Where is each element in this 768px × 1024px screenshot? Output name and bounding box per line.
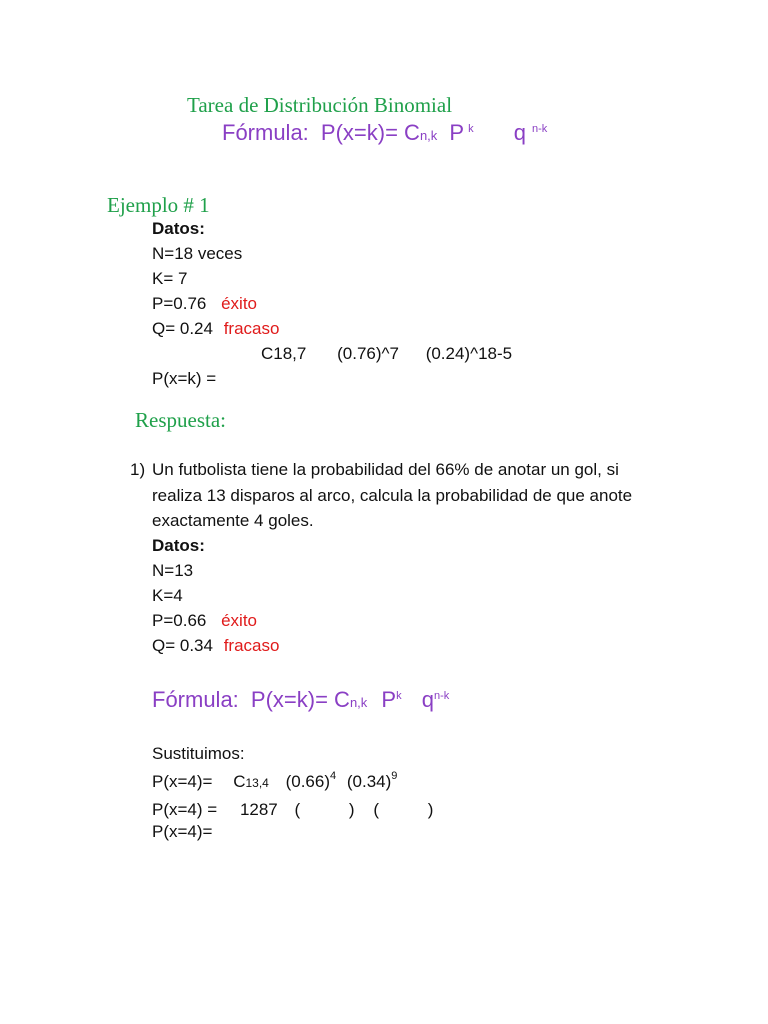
formula-p: P: [449, 120, 465, 145]
substitution-power-p-exp: 4: [330, 770, 337, 782]
formula-p-exponent: k: [468, 123, 474, 135]
formula2-q-exponent: n-k: [433, 690, 450, 702]
problem-number: 1): [130, 460, 146, 479]
problem-datos-label: Datos:: [152, 536, 205, 555]
problem-p-row: [152, 611, 257, 631]
example-p-note: éxito: [221, 294, 258, 313]
problem-q-note: fracaso: [223, 636, 280, 655]
substitution-paren2-open: (: [373, 800, 379, 819]
substitution-power-q: (0.34): [346, 772, 392, 791]
substitution-paren1-open: (: [294, 800, 301, 819]
example-p-row: [152, 294, 257, 314]
substitution-paren1-close: ): [348, 800, 355, 819]
header-formula: [222, 120, 547, 146]
example-heading: Ejemplo # 1: [107, 193, 210, 217]
problem-p-note: éxito: [221, 611, 258, 630]
example-datos-label: Datos:: [152, 219, 205, 238]
example-p-line: P=0.76: [152, 294, 207, 313]
formula-2: [152, 687, 449, 713]
substitution-line2-value: 1287: [239, 800, 278, 819]
substitution-combination: C: [233, 772, 246, 791]
answer-heading: Respuesta:: [135, 408, 226, 432]
problem-k-line: K=4: [152, 586, 183, 605]
substitution-line2-left: P(x=4) =: [152, 800, 218, 819]
example-combination: C18,7: [261, 344, 307, 363]
problem-q-row: [152, 636, 279, 656]
problem-q-line: Q= 0.34: [152, 636, 213, 655]
formula-label: Fórmula:: [222, 120, 309, 145]
example-n-line: N=18 veces: [152, 244, 243, 263]
substitution-combination-sub: 13,4: [245, 776, 269, 790]
formula2-p-exponent: k: [396, 690, 402, 702]
problem-text-line2: realiza 13 disparos al arco, calcula la probabilidad de que anote: [152, 486, 633, 505]
example-result-line: P(x=k) =: [152, 369, 217, 388]
example-q-line: Q= 0.24: [152, 319, 213, 338]
formula2-subscript: n,k: [349, 695, 368, 710]
example-q-note: fracaso: [223, 319, 280, 338]
formula2-p: P: [381, 687, 397, 712]
substitution-line1: [152, 772, 397, 792]
formula2-label: Fórmula:: [152, 687, 239, 712]
substitution-line2: [152, 800, 433, 820]
example-power-q: (0.24)^18-5: [425, 344, 513, 363]
example-k-line: K= 7: [152, 269, 188, 288]
substitution-line1-left: P(x=4)=: [152, 772, 213, 791]
problem-text-line1: Un futbolista tiene la probabilidad del 66% de anotar un gol, si: [152, 460, 619, 479]
problem-text-line3: exactamente 4 goles.: [152, 511, 314, 530]
formula2-q: q: [421, 687, 434, 712]
problem-p-line: P=0.66: [152, 611, 207, 630]
example-power-p: (0.76)^7: [337, 344, 399, 363]
formula-expression: P(x=k)= C: [320, 120, 420, 145]
formula-q-exponent: n-k: [531, 123, 548, 135]
substitution-power-p: (0.66): [285, 772, 331, 791]
formula-subscript: n,k: [419, 128, 438, 143]
page-title: Tarea de Distribución Binomial: [187, 93, 453, 117]
problem-n-line: N=13: [152, 561, 194, 580]
example-substitution-row: [261, 344, 512, 364]
example-q-row: [152, 319, 279, 339]
substitution-paren2-close: ): [427, 800, 434, 819]
substitution-label: Sustituimos:: [152, 744, 245, 763]
formula-q: q: [513, 120, 526, 145]
substitution-line3: P(x=4)=: [152, 822, 213, 841]
formula2-expression: P(x=k)= C: [250, 687, 350, 712]
substitution-power-q-exp: 9: [391, 770, 398, 782]
